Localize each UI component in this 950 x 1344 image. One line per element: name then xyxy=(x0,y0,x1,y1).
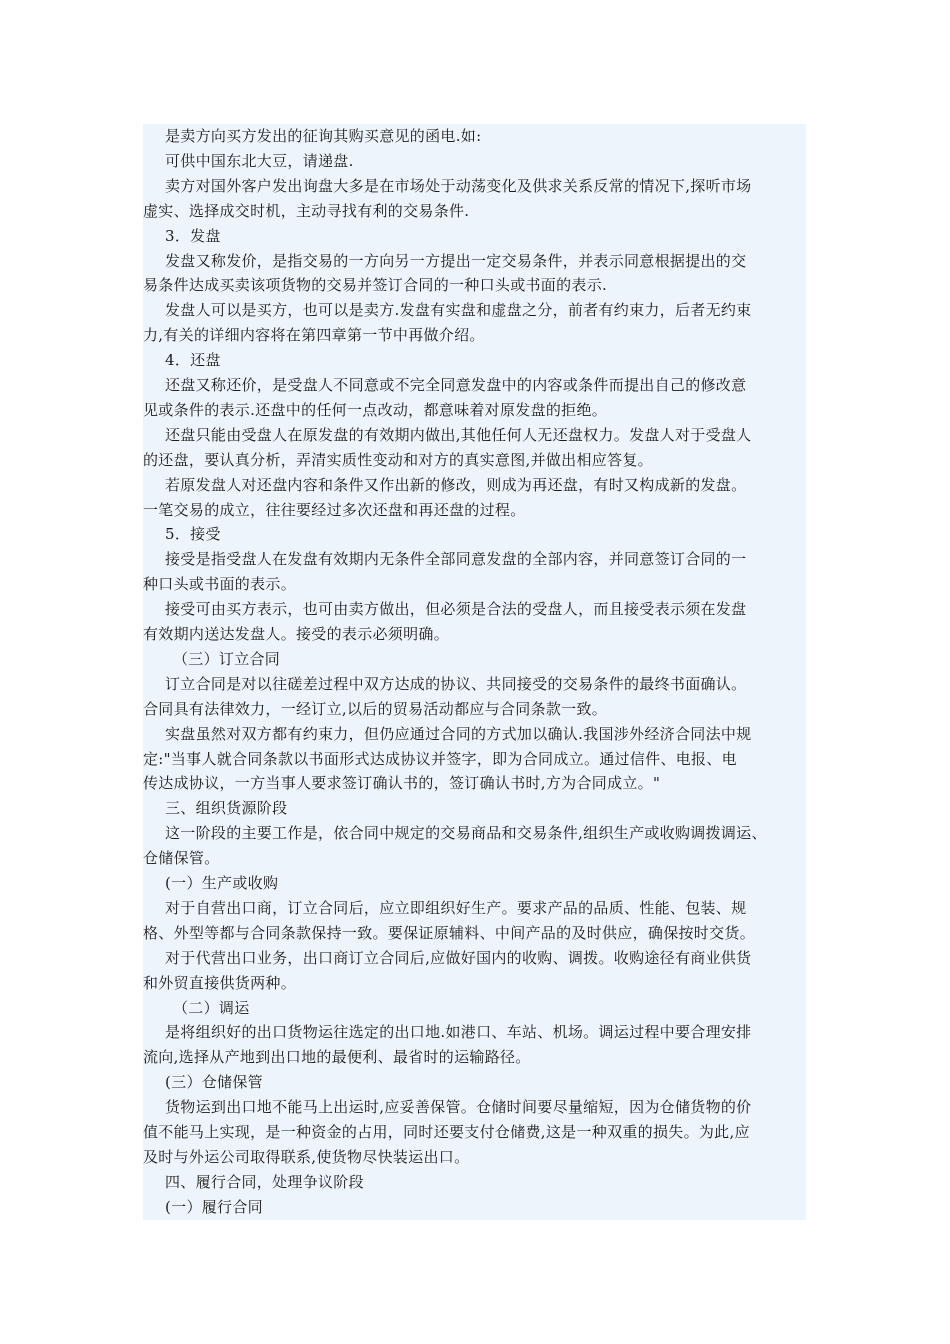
paragraph-line: 虚实、选择成交时机，主动寻找有利的交易条件. xyxy=(143,201,470,220)
paragraph-line: 的还盘，要认真分析，弄清实质性变动和对方的真实意图,并做出相应答复。 xyxy=(143,450,653,469)
paragraph-line: 对于代营出口业务，出口商订立合同后,应做好国内的收购、调拨。收购途径有商业供货 xyxy=(165,948,752,967)
paragraph-line: (一）生产或收购 xyxy=(165,874,279,892)
paragraph-line: 接受可由买方表示，也可由卖方做出，但必须是合法的受盘人，而且接受表示须在发盘 xyxy=(165,600,747,619)
paragraph-line: 合同具有法律效力，一经订立,以后的贸易活动都应与合同条款一致。 xyxy=(143,699,608,718)
paragraph-line: 传达成协议，一方当事人要求签订确认书的，签订确认书时,方为合同成立。" xyxy=(143,774,661,793)
paragraph-line: 仓储保管。 xyxy=(143,849,220,868)
paragraph-line: 实盘虽然对双方都有约束力，但仍应通过合同的方式加以确认.我国涉外经济合同法中规 xyxy=(165,724,752,743)
paragraph-line: 种口头或书面的表示。 xyxy=(143,575,297,594)
paragraph-line: 有效期内送达发盘人。接受的表示必须明确。 xyxy=(143,625,450,643)
paragraph-line: (一）履行合同 xyxy=(165,1197,263,1216)
paragraph-line: 力,有关的详细内容将在第四章第一节中再做介绍。 xyxy=(143,326,485,345)
paragraph-line: 5．接受 xyxy=(165,525,221,544)
paragraph-line: 值不能马上实现，是一种资金的占用，同时还要支付仓储费,这是一种双重的损失。为此,应 xyxy=(143,1123,750,1141)
paragraph-line: 易条件达成买卖该项货物的交易并签订合同的一种口头或书面的表示. xyxy=(143,276,608,295)
paragraph-line: 3．发盘 xyxy=(165,226,221,245)
paragraph-line: 见或条件的表示.还盘中的任何一点改动，都意味着对原发盘的拒绝。 xyxy=(143,400,608,419)
paragraph-line: 三、组织货源阶段 xyxy=(165,799,288,818)
paragraph-line: 接受是指受盘人在发盘有效期内无条件全部同意发盘的全部内容，并同意签订合同的一 xyxy=(165,550,747,569)
paragraph-line: 这一阶段的主要工作是，依合同中规定的交易商品和交易条件,组织生产或收购调拨调运、 xyxy=(165,824,767,843)
paragraph-line: 及时与外运公司取得联系,使货物尽快装运出口。 xyxy=(143,1147,470,1166)
paragraph-line: 一笔交易的成立，往往要经过多次还盘和再还盘的过程。 xyxy=(143,500,526,519)
paragraph-line: 流向,选择从产地到出口地的最便利、最省时的运输路径。 xyxy=(143,1048,531,1067)
paragraph-line: 是将组织好的出口货物运往选定的出口地.如港口、车站、机场。调运过程中要合理安排 xyxy=(165,1023,752,1042)
paragraph-line: 是卖方向买方发出的征询其购买意见的函电.如: xyxy=(165,127,482,145)
paragraph-line: 和外贸直接供货两种。 xyxy=(143,973,297,992)
paragraph-line: 货物运到出口地不能马上出运时,应妥善保管。仓储时间要尽量缩短，因为仓储货物的价 xyxy=(165,1098,752,1117)
paragraph-line: 若原发盘人对还盘内容和条件又作出新的修改，则成为再还盘，有时又构成新的发盘。 xyxy=(165,475,747,494)
paragraph-line: 4．还盘 xyxy=(165,351,221,370)
paragraph-line: 订立合同是对以往磋差过程中双方达成的协议、共同接受的交易条件的最终书面确认。 xyxy=(165,674,747,693)
paragraph-line: 发盘又称发价，是指交易的一方向另一方提出一定交易条件，并表示同意根据提出的交 xyxy=(165,251,747,270)
paragraph-line: （三）订立合同 xyxy=(173,649,281,668)
paragraph-line: 定:"当事人就合同条款以书面形式达成协议并签字，即为合同成立。通过信件、电报、电 xyxy=(143,749,737,768)
document-body xyxy=(143,124,806,1220)
paragraph-line: 发盘人可以是买方，也可以是卖方.发盘有实盘和虚盘之分，前者有约束力，后者无约束 xyxy=(165,301,752,320)
paragraph-line: 对于自营出口商，订立合同后，应立即组织好生产。要求产品的品质、性能、包装、规 xyxy=(165,898,747,917)
paragraph-line: 还盘只能由受盘人在原发盘的有效期内做出,其他任何人无还盘权力。发盘人对于受盘人 xyxy=(165,425,752,444)
paragraph-line: （二）调运 xyxy=(173,998,250,1017)
paragraph-line: 可供中国东北大豆，请递盘. xyxy=(165,151,354,170)
paragraph-line: 卖方对国外客户发出询盘大多是在市场处于动荡变化及供求关系反常的情况下,探听市场 xyxy=(165,176,752,195)
paragraph-line: 格、外型等都与合同条款保持一致。要保证原辅料、中间产品的及时供应，确保按时交货。 xyxy=(143,923,756,942)
paragraph-line: (三）仓储保管 xyxy=(165,1073,263,1092)
paragraph-line: 四、履行合同，处理争议阶段 xyxy=(165,1172,364,1191)
paragraph-line: 还盘又称还价，是受盘人不同意或不完全同意发盘中的内容或条件而提出自己的修改意 xyxy=(165,376,747,394)
